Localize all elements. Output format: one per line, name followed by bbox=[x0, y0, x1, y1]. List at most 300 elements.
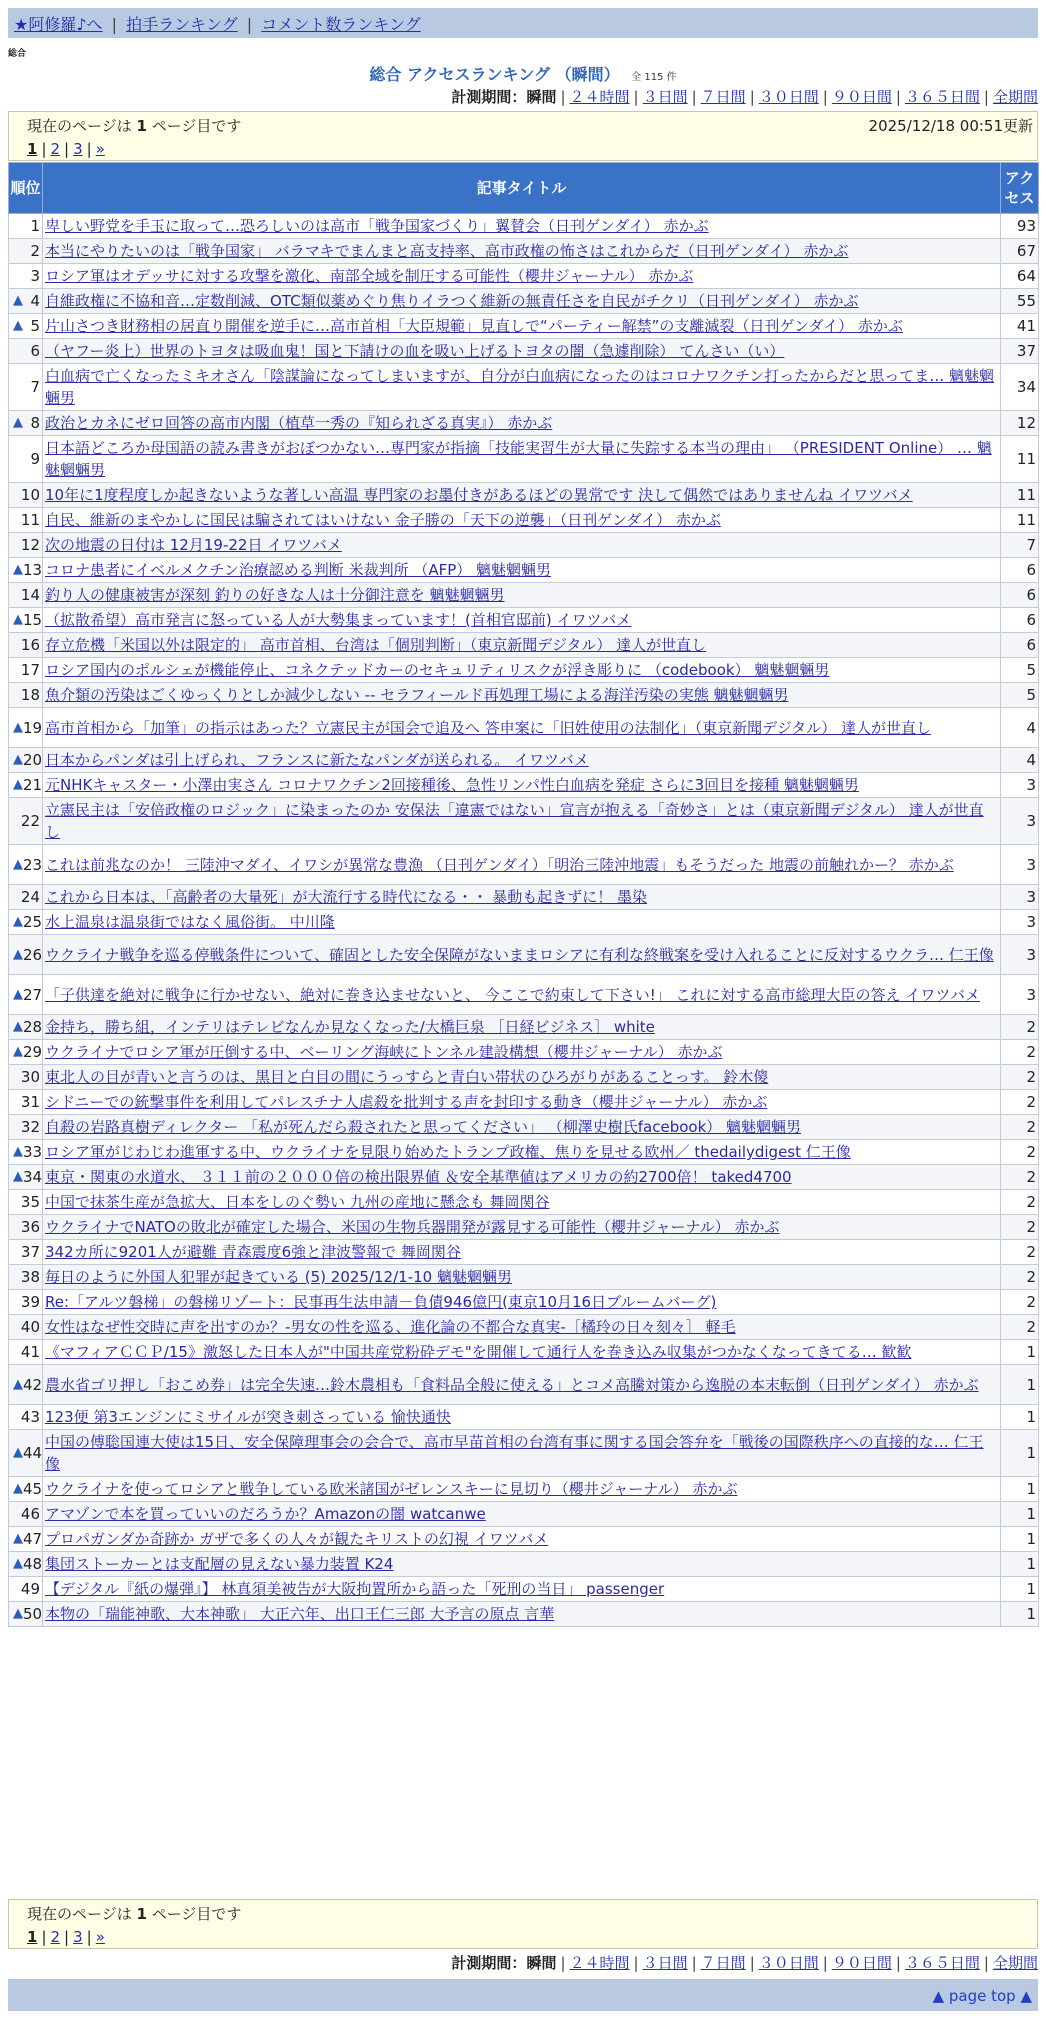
article-link[interactable]: 自殺の岩路真樹ディレクター 「私が死んだら殺されたと思ってください」 （柳澤史樹氏facebook） 魑魅魍魎男 bbox=[45, 1118, 802, 1136]
article-link[interactable]: 水上温泉は温泉街ではなく風俗街。 中川隆 bbox=[45, 913, 335, 931]
table-row bbox=[9, 1190, 1039, 1215]
rank-cell bbox=[9, 558, 43, 583]
rank-cell bbox=[9, 1340, 43, 1365]
rank-up-icon: ▲ bbox=[13, 986, 23, 1002]
rank-cell bbox=[9, 1477, 43, 1502]
period-separator: | bbox=[749, 88, 755, 106]
rank-number: 5 bbox=[30, 317, 40, 335]
rank-number: 18 bbox=[20, 686, 40, 704]
article-link[interactable]: 政治とカネにゼロ回答の高市内閣（植草一秀の『知られざる真実』） 赤かぶ bbox=[45, 414, 553, 432]
title-cell bbox=[43, 1115, 1001, 1140]
access-count: 6 bbox=[1001, 633, 1039, 658]
period-separator: | bbox=[691, 88, 697, 106]
rank-cell bbox=[9, 339, 43, 364]
title-cell bbox=[43, 339, 1001, 364]
article-link[interactable]: これから日本は、「高齢者の大量死」が大流行する時代になる・・ 暴動も起きずに！ 墨染 bbox=[45, 888, 648, 906]
article-link[interactable]: アマゾンで本を買っていいのだろうか？Amazonの闇 watcanwe bbox=[45, 1505, 486, 1523]
article-link[interactable]: 集団ストーカーとは支配層の見えない暴力装置 K24 bbox=[45, 1555, 394, 1573]
rank-cell bbox=[9, 264, 43, 289]
access-count: 6 bbox=[1001, 608, 1039, 633]
table-row bbox=[9, 1552, 1039, 1577]
period-link[interactable]: ９０日間 bbox=[831, 88, 892, 106]
table-row bbox=[9, 558, 1039, 583]
rank-number: 25 bbox=[23, 913, 43, 931]
rank-number: 2 bbox=[30, 242, 40, 260]
table-row bbox=[9, 658, 1039, 683]
title-cell bbox=[43, 1527, 1001, 1552]
access-count: 1 bbox=[1001, 1405, 1039, 1430]
table-row bbox=[9, 1315, 1039, 1340]
article-link[interactable]: 本当にやりたいのは「戦争国家」 バラマキでまんまと高支持率、高市政権の怖さはこれからだ（日刊ゲンダイ） 赤かぶ bbox=[45, 242, 849, 260]
article-link[interactable]: ウクライナでロシア軍が圧倒する中、ベーリング海峡にトンネル建設構想（櫻井ジャーナル） 赤かぶ bbox=[45, 1043, 723, 1061]
article-link[interactable]: 釣り人の健康被害が深刻 釣りの好きな人は十分御注意を 魑魅魍魎男 bbox=[45, 586, 505, 604]
table-row bbox=[9, 533, 1039, 558]
period-link[interactable]: ２４時間 bbox=[569, 1954, 630, 1972]
rank-cell bbox=[9, 1090, 43, 1115]
article-link[interactable]: 毎日のように外国人犯罪が起きている (5) 2025/12/1-10 魑魅魍魎男 bbox=[45, 1268, 512, 1286]
table-row bbox=[9, 289, 1039, 314]
title-cell bbox=[43, 1065, 1001, 1090]
table-row bbox=[9, 1090, 1039, 1115]
access-count: 5 bbox=[1001, 658, 1039, 683]
nav-separator: | bbox=[111, 15, 118, 34]
rank-cell bbox=[9, 910, 43, 935]
title-cell bbox=[43, 583, 1001, 608]
rank-number: 17 bbox=[20, 661, 40, 679]
article-link[interactable]: 中国で抹茶生産が急拡大、日本をしのぐ勢い 九州の産地に懸念も 舞岡関谷 bbox=[45, 1193, 550, 1211]
rank-number: 1 bbox=[30, 217, 40, 235]
applause-ranking-link[interactable]: 拍手ランキング bbox=[126, 15, 238, 34]
table-row bbox=[9, 1502, 1039, 1527]
rank-number: 6 bbox=[30, 342, 40, 360]
rank-cell bbox=[9, 748, 43, 773]
article-link[interactable]: 白血病で亡くなったミキオさん「陰謀論になってしまいますが、自分が白血病になったのはコロナワクチン打ったからだと思ってま… 魑魅魍魎男 bbox=[45, 367, 995, 407]
access-count: 1 bbox=[1001, 1502, 1039, 1527]
rank-up-icon: ▲ bbox=[13, 914, 23, 929]
rank-number: 26 bbox=[23, 945, 43, 964]
article-link[interactable]: 《マフィアＣＣＰ/15》激怒した日本人が"中国共産党粉砕デモ"を開催して通行人を巻き込み収集がつかなくなってきてる… 歓歓 bbox=[45, 1343, 912, 1361]
article-link[interactable]: 東京・関東の水道水、 ３１１前の２０００倍の検出限界値 ＆安全基準値はアメリカの約2700倍！ taked4700 bbox=[45, 1168, 792, 1186]
access-count: 1 bbox=[1001, 1477, 1039, 1502]
period-separator: | bbox=[749, 1954, 755, 1972]
next-page-link[interactable]: » bbox=[95, 140, 105, 158]
access-count: 6 bbox=[1001, 558, 1039, 583]
period-link[interactable]: ７日間 bbox=[700, 88, 746, 106]
rank-cell bbox=[9, 798, 43, 845]
access-count: 2 bbox=[1001, 1215, 1039, 1240]
pager-top bbox=[8, 111, 1038, 161]
article-link[interactable]: 【デジタル『紙の爆弾』】 林真須美被告が大阪拘置所から語った「死刑の当日」 passenger bbox=[45, 1580, 665, 1598]
page-separator: | bbox=[41, 140, 47, 158]
rank-number: 7 bbox=[30, 378, 40, 396]
ranking-table bbox=[8, 162, 1039, 1627]
rank-cell bbox=[9, 364, 43, 411]
rank-number: 3 bbox=[30, 267, 40, 285]
article-link[interactable]: 本物の「瑞能神歌、大本神歌」 大正六年、出口王仁三郎 大予言の原点 言華 bbox=[45, 1605, 555, 1623]
title-cell bbox=[43, 975, 1001, 1015]
title-cell bbox=[43, 1365, 1001, 1405]
access-count: 64 bbox=[1001, 264, 1039, 289]
period-link[interactable]: 全期間 bbox=[992, 88, 1038, 106]
rank-cell bbox=[9, 1190, 43, 1215]
page-link[interactable]: 2 bbox=[50, 1928, 61, 1946]
rank-number: 27 bbox=[23, 985, 43, 1004]
rank-up-icon: ▲ bbox=[13, 752, 23, 767]
title-cell bbox=[43, 885, 1001, 910]
article-link[interactable]: ウクライナを使ってロシアと戦争している欧米諸国がゼレンスキーに見切り（櫻井ジャーナル） 赤かぶ bbox=[45, 1480, 738, 1498]
article-link[interactable]: 金持ち，勝ち組，インテリはテレビなんか見なくなった/大橋巨泉 ［日経ビジネス］ white bbox=[45, 1018, 655, 1036]
table-row bbox=[9, 1140, 1039, 1165]
top-nav-bar bbox=[8, 8, 1038, 38]
title-cell bbox=[43, 533, 1001, 558]
table-row bbox=[9, 239, 1039, 264]
period-link[interactable]: ７日間 bbox=[700, 1954, 746, 1972]
rank-up-icon: ▲ bbox=[13, 612, 23, 627]
rank-number: 28 bbox=[23, 1018, 43, 1036]
rank-cell bbox=[9, 633, 43, 658]
rank-cell bbox=[9, 1502, 43, 1527]
access-count: 1 bbox=[1001, 1552, 1039, 1577]
rank-cell bbox=[9, 975, 43, 1015]
article-link[interactable]: 魚介類の汚染はごくゆっくりとしか減少しない -- セラフィールド再処理工場による海洋汚染の実態 魑魅魍魎男 bbox=[45, 686, 789, 704]
rank-cell bbox=[9, 1115, 43, 1140]
access-count: 2 bbox=[1001, 1240, 1039, 1265]
access-count: 2 bbox=[1001, 1065, 1039, 1090]
article-link[interactable]: 東北人の目が青いと言うのは、黒目と白目の間にうっすらと青白い帯状のひろがりがあることっす。 鈴木傻 bbox=[45, 1068, 769, 1086]
rank-cell bbox=[9, 845, 43, 885]
title-cell bbox=[43, 239, 1001, 264]
access-count: 2 bbox=[1001, 1315, 1039, 1340]
table-row bbox=[9, 608, 1039, 633]
table-row bbox=[9, 708, 1039, 748]
rank-number: 4 bbox=[30, 292, 40, 310]
article-link[interactable]: コロナ患者にイベルメクチン治療認める判断 米裁判所 （AFP） 魑魅魍魎男 bbox=[45, 561, 552, 579]
title-cell bbox=[43, 214, 1001, 239]
title-cell bbox=[43, 1315, 1001, 1340]
article-link[interactable]: 日本からパンダは引上げられ、フランスに新たなパンダが送られる。 イワツバメ bbox=[45, 751, 589, 769]
rank-up-icon: ▲ bbox=[13, 1144, 23, 1159]
rank-cell bbox=[9, 1552, 43, 1577]
access-count: 2 bbox=[1001, 1140, 1039, 1165]
period-link[interactable]: ３０日間 bbox=[758, 88, 819, 106]
rank-up-icon: ▲ bbox=[13, 562, 23, 577]
title-cell bbox=[43, 1290, 1001, 1315]
rank-number: 14 bbox=[20, 586, 40, 604]
article-link[interactable]: 自民、維新のまやかしに国民は騙されてはいけない 金子勝の「天下の逆襲」（日刊ゲンダイ） 赤かぶ bbox=[45, 511, 721, 529]
rank-cell bbox=[9, 533, 43, 558]
period-separator: | bbox=[560, 88, 566, 106]
title-cell bbox=[43, 411, 1001, 436]
rank-number: 40 bbox=[20, 1318, 40, 1336]
table-row bbox=[9, 436, 1039, 483]
period-link[interactable]: ３日間 bbox=[642, 1954, 688, 1972]
period-link[interactable]: ３６５日間 bbox=[904, 88, 980, 106]
table-row bbox=[9, 1290, 1039, 1315]
access-count: 3 bbox=[1001, 935, 1039, 975]
access-count: 2 bbox=[1001, 1190, 1039, 1215]
access-count: 2 bbox=[1001, 1015, 1039, 1040]
title-cell bbox=[43, 364, 1001, 411]
rank-up-icon: ▲ bbox=[13, 293, 23, 308]
rank-up-icon: ▲ bbox=[13, 856, 23, 872]
rank-number: 8 bbox=[30, 414, 40, 432]
period-selector-bottom bbox=[451, 1952, 1038, 1973]
table-row bbox=[9, 1265, 1039, 1290]
article-link[interactable]: 10年に1度程度しか起きないような著しい高温 専門家のお墨付きがあるほどの異常です 決して偶然ではありませんね イワツバメ bbox=[45, 486, 913, 504]
access-count: 2 bbox=[1001, 1090, 1039, 1115]
period-label: 計測期間： bbox=[451, 88, 527, 106]
rank-cell bbox=[9, 289, 43, 314]
access-count: 67 bbox=[1001, 239, 1039, 264]
table-row bbox=[9, 683, 1039, 708]
article-link[interactable]: 農水省ゴリ押し「おこめ券」は完全失速…鈴木農相も「食料品全般に使える」とコメ高騰対策から逸脱の本末転倒（日刊ゲンダイ） 赤かぶ bbox=[45, 1375, 979, 1394]
rank-number: 47 bbox=[23, 1530, 43, 1548]
rank-cell bbox=[9, 658, 43, 683]
title-cell bbox=[43, 1577, 1001, 1602]
rank-cell bbox=[9, 1430, 43, 1477]
title-cell bbox=[43, 1430, 1001, 1477]
title-cell bbox=[43, 1090, 1001, 1115]
article-link[interactable]: 片山さつき財務相の居直り開催を逆手に…高市首相「大臣規範」見直しで“パーティー解禁”の支離滅裂（日刊ゲンダイ） 赤かぶ bbox=[45, 317, 903, 335]
title-cell bbox=[43, 264, 1001, 289]
rank-number: 43 bbox=[20, 1408, 40, 1426]
rank-number: 20 bbox=[23, 751, 43, 769]
table-row bbox=[9, 773, 1039, 798]
title-cell bbox=[43, 773, 1001, 798]
period-link[interactable]: ３６５日間 bbox=[904, 1954, 980, 1972]
article-link[interactable]: 中国の傅聡国連大使は15日、安全保障理事会の会合で、高市早苗首相の台湾有事に関する国会答弁を「戦後の国際秩序への直接的な… 仁王像 bbox=[45, 1433, 984, 1473]
access-count: 3 bbox=[1001, 798, 1039, 845]
rank-cell bbox=[9, 1265, 43, 1290]
rank-cell bbox=[9, 583, 43, 608]
rank-number: 32 bbox=[20, 1118, 40, 1136]
article-link[interactable]: 自維政権に不協和音…定数削減、OTC類似薬めぐり焦りイラつく維新の無責任さを自民がチクリ（日刊ゲンダイ） 赤かぶ bbox=[45, 292, 859, 310]
home-link[interactable]: ★阿修羅♪へ bbox=[14, 15, 103, 34]
article-link[interactable]: ロシア軍はオデッサに対する攻撃を激化、南部全域を制圧する可能性（櫻井ジャーナル） 赤かぶ bbox=[45, 267, 694, 285]
access-count: 1 bbox=[1001, 1527, 1039, 1552]
period-separator: | bbox=[822, 1954, 828, 1972]
table-row bbox=[9, 1115, 1039, 1140]
access-count: 4 bbox=[1001, 748, 1039, 773]
rank-cell bbox=[9, 1015, 43, 1040]
access-count: 1 bbox=[1001, 1340, 1039, 1365]
access-count: 3 bbox=[1001, 845, 1039, 885]
article-link[interactable]: ロシア国内のポルシェが機能停止、コネクテッドカーのセキュリティリスクが浮き彫りに （codebook） 魑魅魍魎男 bbox=[45, 661, 830, 679]
page-title: 総合 アクセスランキング （瞬間） bbox=[369, 65, 620, 84]
page-separator: | bbox=[64, 140, 70, 158]
period-link[interactable]: ３０日間 bbox=[758, 1954, 819, 1972]
rank-cell bbox=[9, 1065, 43, 1090]
article-link[interactable]: Re:「アルツ磐梯」の磐梯リゾート：民事再生法申請－負債946億円(東京10月16日ブルームバーグ) bbox=[45, 1293, 717, 1311]
rank-cell bbox=[9, 1527, 43, 1552]
rank-up-icon: ▲ bbox=[13, 1376, 23, 1392]
period-separator: | bbox=[983, 1954, 989, 1972]
period-separator: | bbox=[691, 1954, 697, 1972]
rank-number: 35 bbox=[20, 1193, 40, 1211]
rank-number: 24 bbox=[20, 888, 40, 906]
period-link[interactable]: 全期間 bbox=[992, 1954, 1038, 1972]
rank-number: 34 bbox=[23, 1168, 43, 1186]
title-cell bbox=[43, 1165, 1001, 1190]
access-count: 2 bbox=[1001, 1265, 1039, 1290]
title-cell bbox=[43, 314, 1001, 339]
period-link[interactable]: ３日間 bbox=[642, 88, 688, 106]
table-row bbox=[9, 1477, 1039, 1502]
ranking-rows bbox=[9, 214, 1039, 1627]
title-cell bbox=[43, 845, 1001, 885]
table-row bbox=[9, 1527, 1039, 1552]
next-page-link[interactable]: » bbox=[95, 1928, 105, 1946]
page-current: 1 bbox=[27, 140, 38, 158]
rank-number: 42 bbox=[23, 1375, 43, 1394]
rank-number: 21 bbox=[23, 776, 43, 794]
rank-up-icon: ▲ bbox=[13, 1445, 23, 1460]
rank-number: 38 bbox=[20, 1268, 40, 1286]
article-link[interactable]: シドニーでの銃撃事件を利用してパレスチナ人虐殺を批判する声を封印する動き（櫻井ジャーナル） 赤かぶ bbox=[45, 1093, 768, 1111]
title-cell bbox=[43, 1265, 1001, 1290]
article-link[interactable]: （拡散希望）高市発言に怒っている人が大勢集まっています！(首相官邸前) イワツバメ bbox=[45, 611, 632, 629]
rank-cell bbox=[9, 1140, 43, 1165]
table-row bbox=[9, 975, 1039, 1015]
updated-timestamp: 2025/12/18 00:51更新 bbox=[868, 117, 1033, 135]
total-count: 全 115 件 bbox=[631, 72, 677, 83]
article-link[interactable]: 女性はなぜ性交時に声を出すのか？-男女の性を巡る、進化論の不都合な真実-［橘玲の日々刻々］ 軽毛 bbox=[45, 1318, 736, 1336]
access-count: 1 bbox=[1001, 1365, 1039, 1405]
rank-number: 33 bbox=[23, 1143, 43, 1161]
title-column-header: 記事タイトル bbox=[43, 163, 1001, 214]
rank-number: 31 bbox=[20, 1093, 40, 1111]
page-separator: | bbox=[86, 140, 92, 158]
title-cell bbox=[43, 798, 1001, 845]
page-top-link[interactable]: ▲ page top ▲ bbox=[932, 1987, 1032, 2005]
rank-number: 29 bbox=[23, 1043, 43, 1061]
pager-bottom bbox=[8, 1899, 1038, 1949]
article-link[interactable]: ウクライナ戦争を巡る停戦条件について、確固とした安全保障がないままロシアに有利な終戦案を受け入れることに反対するウクラ… 仁王像 bbox=[45, 945, 994, 964]
article-link[interactable]: ロシア軍がじわじわ進軍する中、ウクライナを見限り始めたトランプ政権、焦りを見せる欧州／ thedailydigest 仁王像 bbox=[45, 1143, 851, 1161]
rank-number: 41 bbox=[20, 1343, 40, 1361]
title-cell bbox=[43, 1602, 1001, 1627]
table-row bbox=[9, 264, 1039, 289]
article-link[interactable]: 存立危機「米国以外は限定的」 高市首相、台湾は「個別判断」（東京新聞デジタル） 達人が世直し bbox=[45, 636, 707, 654]
title-cell bbox=[43, 1477, 1001, 1502]
access-count: 37 bbox=[1001, 339, 1039, 364]
rank-number: 50 bbox=[23, 1605, 43, 1623]
title-cell bbox=[43, 508, 1001, 533]
rank-cell bbox=[9, 885, 43, 910]
article-link[interactable]: 123便 第3エンジンにミサイルが突き刺さっている 愉快通快 bbox=[45, 1408, 451, 1426]
rank-cell bbox=[9, 1165, 43, 1190]
table-row bbox=[9, 339, 1039, 364]
title-cell bbox=[43, 748, 1001, 773]
title-cell bbox=[43, 1405, 1001, 1430]
period-link[interactable]: ２４時間 bbox=[569, 88, 630, 106]
access-count: 5 bbox=[1001, 683, 1039, 708]
rank-number: 49 bbox=[20, 1580, 40, 1598]
rank-cell bbox=[9, 683, 43, 708]
access-count: 1 bbox=[1001, 1430, 1039, 1477]
table-row bbox=[9, 910, 1039, 935]
page-link[interactable]: 3 bbox=[73, 140, 83, 158]
page-links bbox=[27, 140, 1025, 158]
access-count: 2 bbox=[1001, 1165, 1039, 1190]
access-count: 55 bbox=[1001, 289, 1039, 314]
access-count: 1 bbox=[1001, 1602, 1039, 1627]
rank-column-header: 順位 bbox=[9, 163, 43, 214]
article-link[interactable]: （ヤフー炎上）世界のトヨタは吸血鬼！国と下請けの血を吸い上げるトヨタの闇（急遽削除） てんさい（い） bbox=[45, 342, 785, 360]
rank-cell bbox=[9, 1315, 43, 1340]
table-row bbox=[9, 1215, 1039, 1240]
rank-up-icon: ▲ bbox=[13, 318, 23, 333]
article-link[interactable]: 日本語どころか母国語の読み書きがおぼつかない…専門家が指摘「技能実習生が大量に失踪する本当の理由」 （PRESIDENT Online） … 魑魅魍魎男 bbox=[45, 439, 992, 479]
article-link[interactable]: ウクライナでNATOの敗北が確定した場合、米国の生物兵器開発が露見する可能性（櫻井ジャーナル） 赤かぶ bbox=[45, 1218, 780, 1236]
rank-cell bbox=[9, 935, 43, 975]
page-link[interactable]: 2 bbox=[50, 140, 61, 158]
title-cell bbox=[43, 683, 1001, 708]
table-row bbox=[9, 798, 1039, 845]
title-cell bbox=[43, 558, 1001, 583]
article-link[interactable]: プロパガンダか奇跡か ガザで多くの人々が観たキリストの幻視 イワツバメ bbox=[45, 1530, 549, 1548]
rank-cell bbox=[9, 436, 43, 483]
article-link[interactable]: 高市首相から「加筆」の指示はあった？立憲民主が国会で追及へ 答申案に「旧姓使用の法制化」（東京新聞デジタル） 達人が世直し bbox=[45, 718, 931, 737]
table-row bbox=[9, 214, 1039, 239]
article-link[interactable]: 立憲民主は「安倍政権のロジック」に染まったのか 安保法「違憲ではない」宣言が抱える「奇妙さ」とは（東京新聞デジタル） 達人が世直し bbox=[45, 801, 984, 841]
article-link[interactable]: 元NHKキャスター・小澤由実さん コロナワクチン2回接種後、急性リンパ性白血病を発症 さらに3回目を接種 魑魅魍魎男 bbox=[45, 776, 859, 794]
article-link[interactable]: 「子供達を絶対に戦争に行かせない、絶対に巻き込ませないと、 今ここで約束して下さい!」 これに対する高市総理大臣の答え イワツバメ bbox=[45, 985, 981, 1004]
rank-cell bbox=[9, 773, 43, 798]
rank-cell bbox=[9, 314, 43, 339]
rank-number: 45 bbox=[23, 1480, 43, 1498]
period-separator: | bbox=[560, 1954, 566, 1972]
rank-number: 19 bbox=[23, 718, 43, 737]
rank-up-icon: ▲ bbox=[13, 1556, 23, 1571]
article-link[interactable]: これは前兆なのか！ 三陸沖マダイ、イワシが異常な豊漁 （日刊ゲンダイ）「明治三陸沖地震」もそうだった 地震の前触れかー？ 赤かぶ bbox=[45, 855, 954, 874]
access-count: 1 bbox=[1001, 1577, 1039, 1602]
bottom-bar bbox=[8, 1979, 1038, 2011]
period-separator: | bbox=[822, 88, 828, 106]
comment-ranking-link[interactable]: コメント数ランキング bbox=[261, 15, 421, 34]
access-count: 11 bbox=[1001, 508, 1039, 533]
rank-number: 11 bbox=[20, 511, 40, 529]
table-row bbox=[9, 364, 1039, 411]
table-row bbox=[9, 1015, 1039, 1040]
rank-cell bbox=[9, 1602, 43, 1627]
table-row bbox=[9, 748, 1039, 773]
rank-number: 46 bbox=[20, 1505, 40, 1523]
access-count: 2 bbox=[1001, 1290, 1039, 1315]
article-link[interactable]: 342カ所に9201人が避難 青森震度6強と津波警報で 舞岡関谷 bbox=[45, 1243, 461, 1261]
rank-number: 10 bbox=[20, 486, 40, 504]
table-row bbox=[9, 314, 1039, 339]
rank-up-icon: ▲ bbox=[13, 1606, 23, 1621]
rank-number: 12 bbox=[20, 536, 40, 554]
rank-number: 36 bbox=[20, 1218, 40, 1236]
article-link[interactable]: 次の地震の日付は 12月19-22日 イワツバメ bbox=[45, 536, 342, 554]
page-link[interactable]: 3 bbox=[73, 1928, 83, 1946]
access-count: 3 bbox=[1001, 773, 1039, 798]
period-separator: | bbox=[895, 1954, 901, 1972]
rank-up-icon: ▲ bbox=[13, 1481, 23, 1496]
title-cell bbox=[43, 1340, 1001, 1365]
access-count: 12 bbox=[1001, 411, 1039, 436]
rank-cell bbox=[9, 1577, 43, 1602]
rank-cell bbox=[9, 1240, 43, 1265]
access-count: 3 bbox=[1001, 910, 1039, 935]
period-separator: | bbox=[633, 1954, 639, 1972]
page-links bbox=[27, 1928, 1025, 1946]
rank-cell bbox=[9, 411, 43, 436]
period-link[interactable]: ９０日間 bbox=[831, 1954, 892, 1972]
article-link[interactable]: 卑しい野党を手玉に取って…恐ろしいのは高市「戦争国家づくり」翼賛会（日刊ゲンダイ） 赤かぶ bbox=[45, 217, 709, 235]
